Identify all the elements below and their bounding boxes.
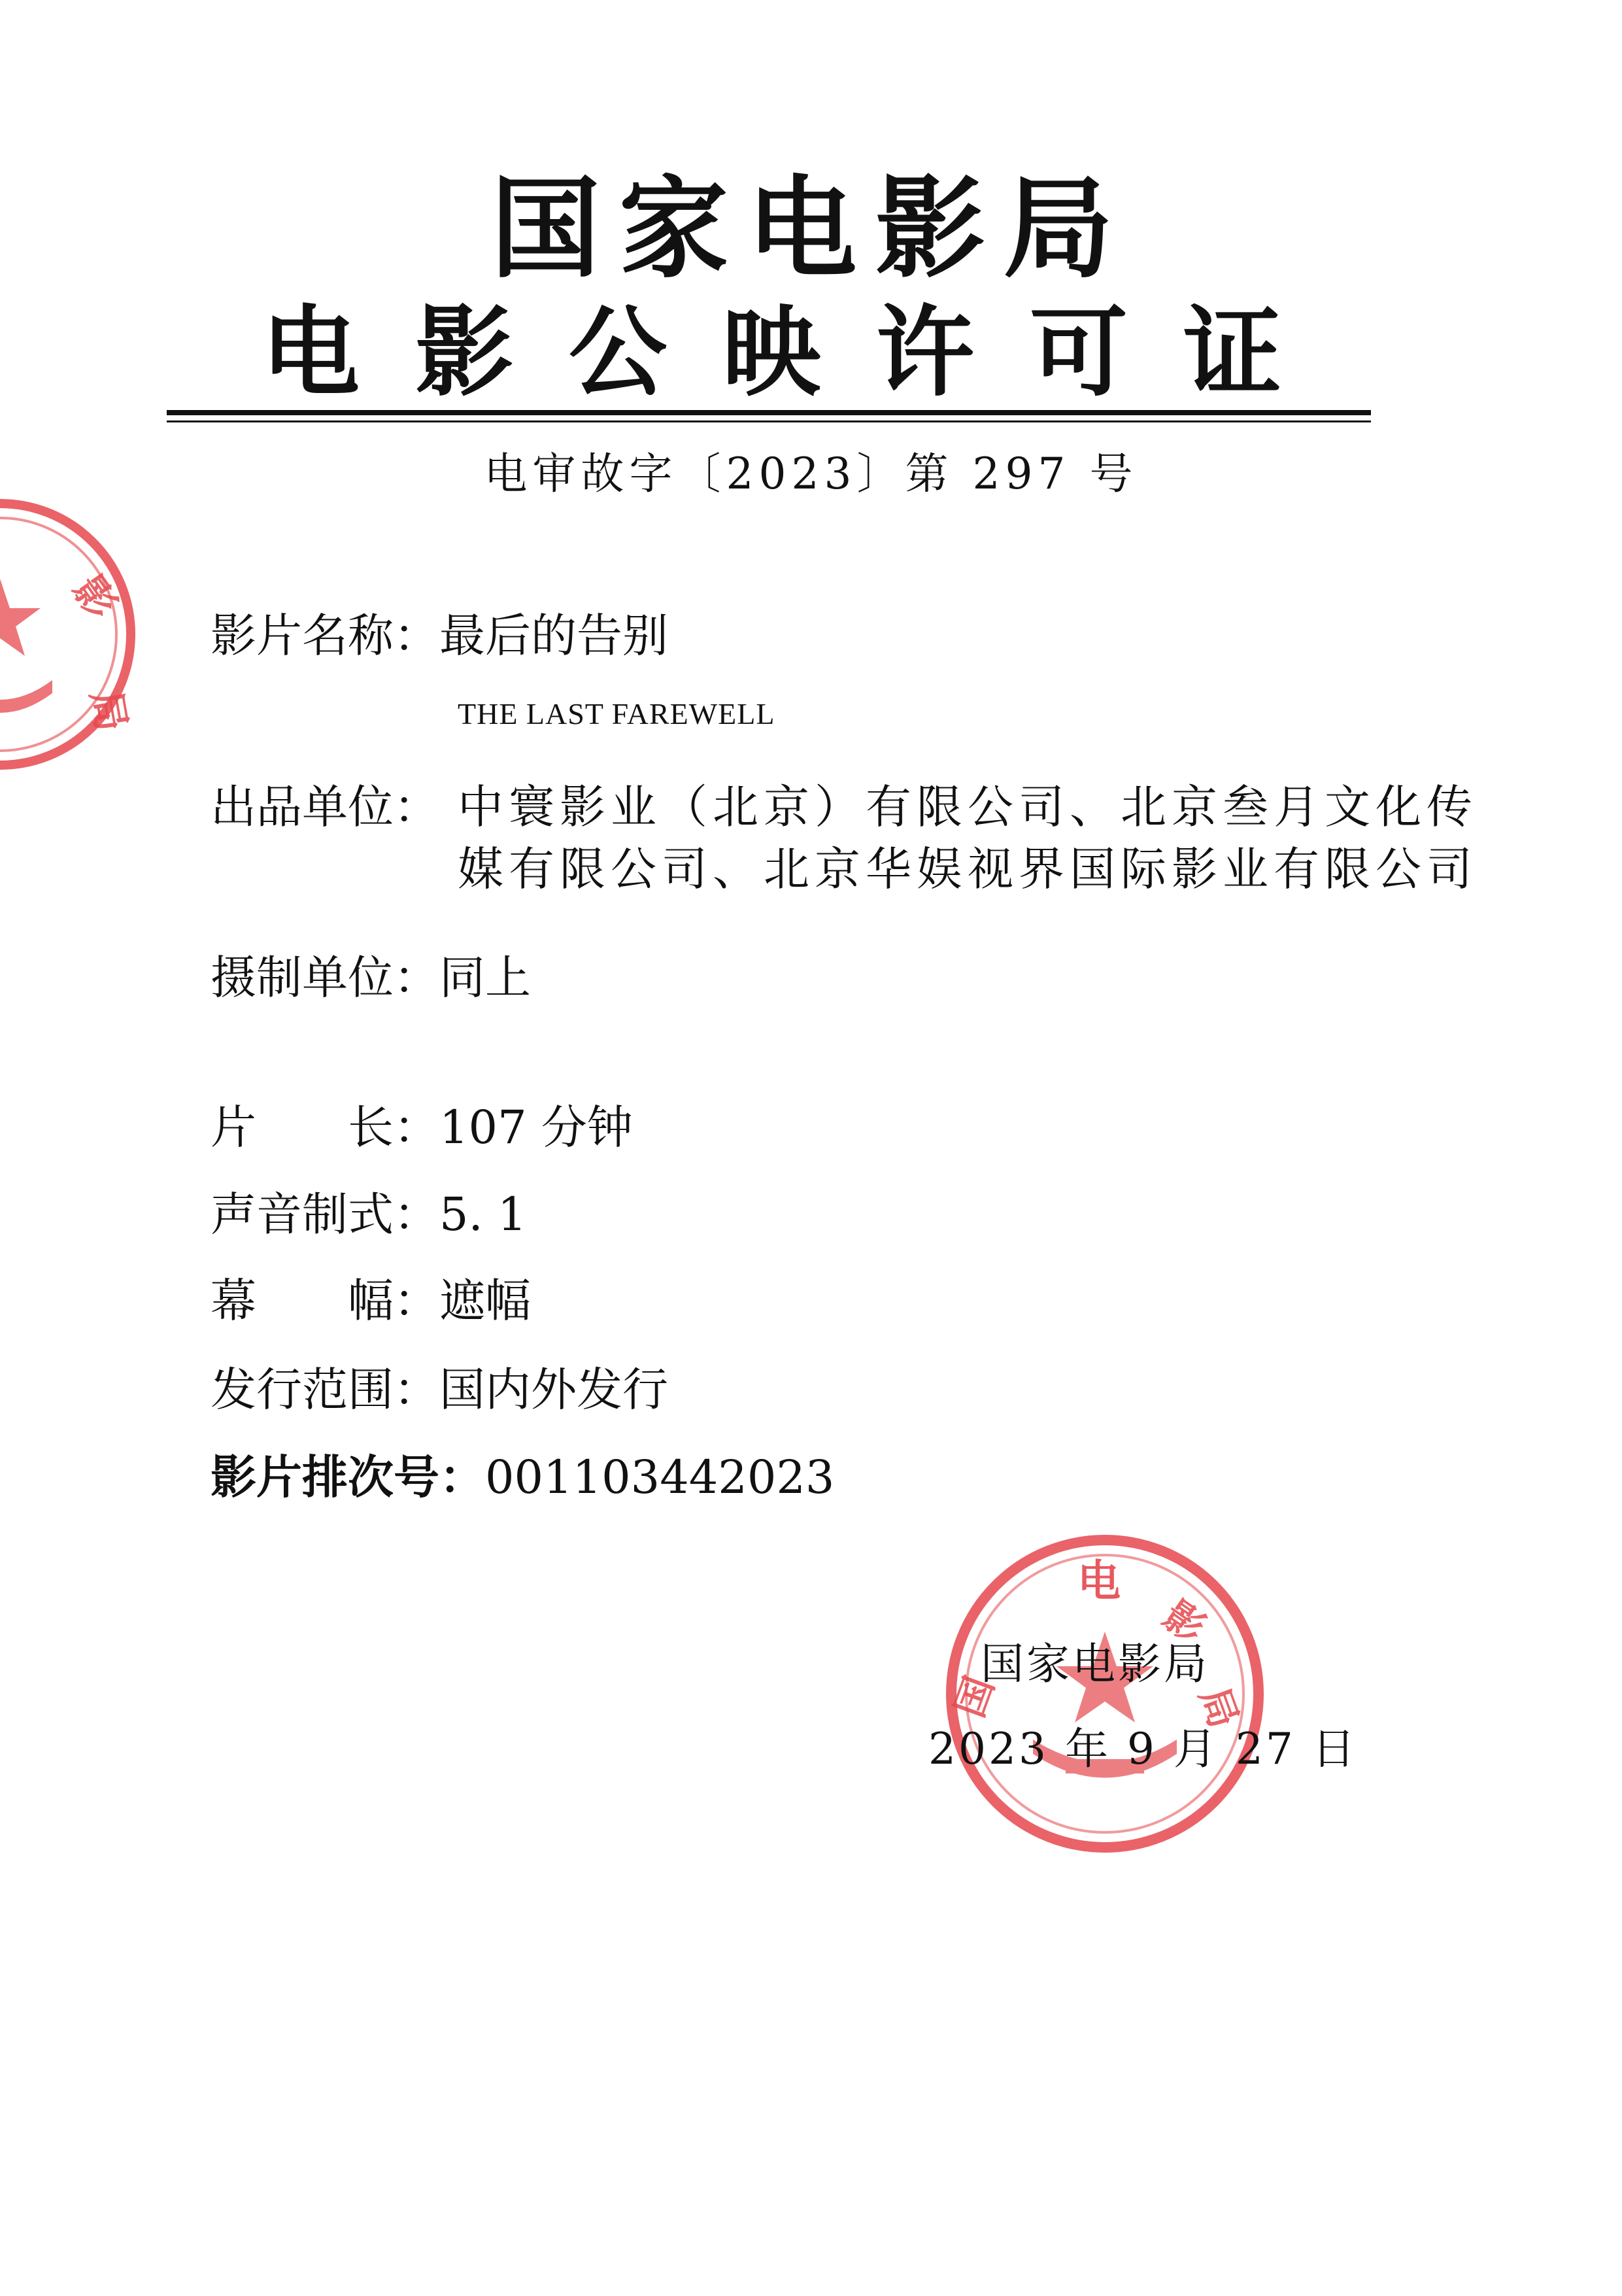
field-label: 声音制式： [211,1188,439,1241]
document-number: 电审故字〔2023〕第 297 号 [484,449,1138,499]
subtitle-char: 电 [262,296,360,410]
field-label: 幕 幅： [211,1274,439,1328]
subtitle-char: 证 [1183,296,1281,410]
field-aspect [211,1270,1512,1332]
field-sound-format [211,1184,1512,1246]
left-seal-char-1: 影 [63,566,127,628]
issue-date: 2023 年 9 月 27 日 [928,1724,1358,1774]
field-label: 影片排次号： [211,1450,485,1504]
page-title: 国家电影局 [490,165,1132,293]
field-label: 影片名称： [211,609,439,662]
field-serial-number [211,1447,1512,1509]
field-film-name [211,605,1512,667]
field-label: 出品单位： [211,780,439,834]
field-distribution [211,1359,1512,1421]
producer-value-line2: 媒有限公司、北京华娱视界国际影业有限公司 [458,842,1478,896]
issuer-name: 国家电影局 [981,1639,1209,1689]
seal-char: 局 [1190,1681,1247,1734]
seal-char: 电 [1077,1556,1121,1606]
subtitle-char: 影 [414,296,513,410]
seal-char: 影 [1155,1592,1213,1653]
seal-char: 国 [947,1670,1004,1724]
field-value: 5. 1 [439,1188,527,1241]
field-value: 107 分钟 [439,1101,633,1154]
field-value: 遮幅 [439,1274,531,1328]
field-value: 最后的告别 [439,609,668,662]
subtitle-char: 映 [722,296,820,410]
field-value: 001103442023 [485,1450,835,1504]
field-value: 同上 [439,951,531,1004]
field-length [211,1097,1512,1159]
producer-value-line1: 中寰影业（北京）有限公司、北京叁月文化传 [458,780,1478,834]
header-divider-thick [167,410,1371,415]
subtitle-char: 许 [875,296,974,410]
field-value: 国内外发行 [439,1363,668,1416]
subtitle-char: 可 [1029,296,1128,410]
film-name-english: THE LAST FAREWELL [458,697,775,730]
field-label: 片 长： [211,1101,439,1154]
certificate-subtitle [262,298,1281,409]
field-label: 发行范围： [211,1363,439,1416]
left-seal-char-2: 局 [82,686,136,735]
subtitle-char: 公 [568,296,667,410]
field-filming-unit [211,947,1512,1009]
left-edge-seal [0,458,150,811]
official-seal [935,1524,1275,1864]
field-label: 摄制单位： [211,951,439,1004]
header-divider-thin [167,420,1371,422]
